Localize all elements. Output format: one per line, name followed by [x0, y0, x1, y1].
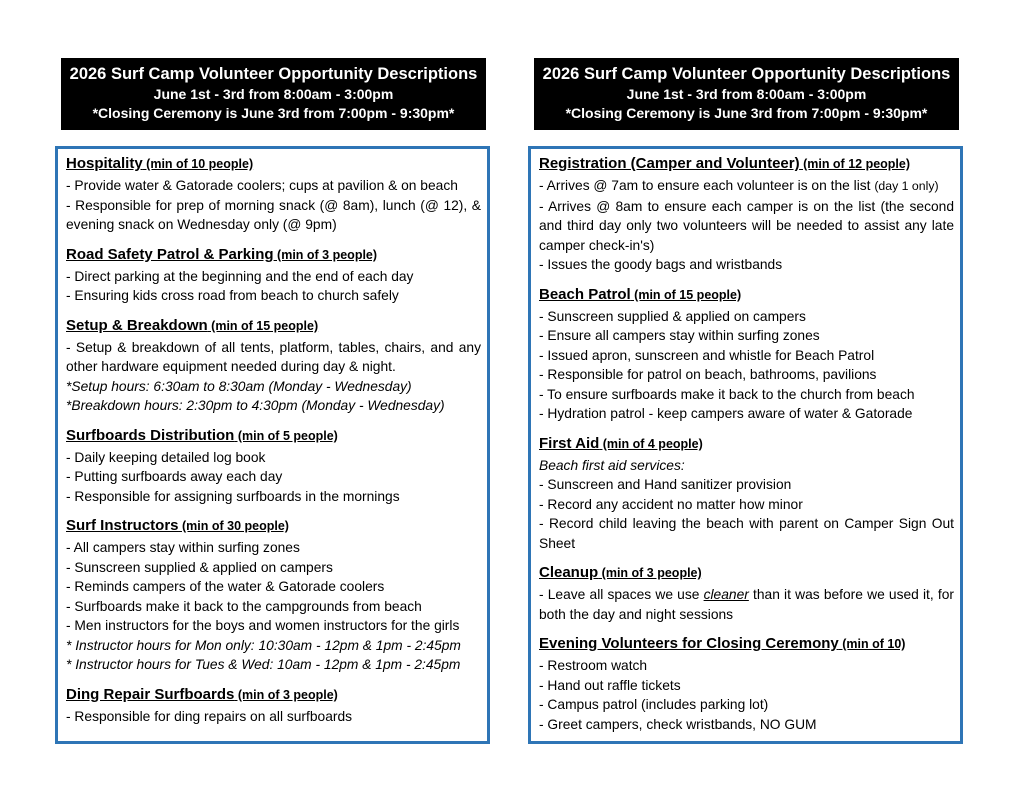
section-min-count: (min of 10 people)	[142, 157, 254, 171]
section-min-count: (min of 10)	[838, 637, 906, 651]
list-item	[66, 707, 481, 727]
list-item-text: - Ensure all campers stay within surfing zones	[539, 328, 820, 343]
list-item	[539, 676, 954, 696]
list-item-text: - To ensure surfboards make it back to the church from beach	[539, 386, 915, 402]
list-item-text: - Sunscreen supplied & applied on campers	[539, 308, 806, 324]
list-item	[66, 467, 481, 487]
list-item-text: * Instructor hours for Tues & Wed: 10am - 12pm & 1pm - 2:45pm	[66, 657, 461, 672]
list-item-text: - Setup & breakdown of all tents, platform, tables, chairs, and any other hardware equipment needed during day & night.	[66, 339, 481, 374]
list-item	[66, 636, 481, 656]
list-item-text: - Surfboards make it back to the campgrounds from beach	[66, 598, 422, 614]
list-item-text: - Hand out raffle tickets	[539, 677, 681, 693]
list-item-text: - Issues the goody bags and wristbands	[539, 257, 783, 272]
section-heading	[66, 246, 481, 264]
section-title: Surf Instructors	[66, 517, 179, 534]
list-item	[539, 307, 954, 327]
section-min-count: (min of 3 people)	[598, 566, 702, 580]
list-item-text: - Provide water & Gatorade coolers; cups at pavilion & on beach	[66, 178, 458, 193]
list-item	[539, 656, 954, 676]
list-item-text: - Hydration patrol - keep campers aware of water & Gatorade	[539, 406, 913, 421]
left-header-banner	[61, 58, 486, 130]
list-item	[66, 448, 481, 468]
right-column	[528, 58, 963, 744]
section-title: Ding Repair Surfboards	[66, 685, 235, 703]
section-min-count: (min of 15 people)	[630, 287, 742, 302]
list-item	[66, 196, 481, 235]
section-min-count: (min of 15 people)	[207, 318, 319, 333]
list-item	[539, 404, 954, 424]
section-heading	[66, 427, 481, 445]
list-item-text: than it was before we used it, for both the day and night sessions	[539, 587, 954, 622]
header-ceremony: *Closing Ceremony is June 3rd from 7:00pm - 9:30pm*	[92, 105, 455, 121]
list-item	[539, 197, 954, 256]
list-item-text: * Instructor hours for Mon only: 10:30am - 12pm & 1pm - 2:45pm	[66, 637, 461, 653]
section-title: Cleanup	[539, 564, 599, 581]
list-item-text: - All campers stay within surfing zones	[66, 540, 300, 555]
list-item-text: - Arrives @ 7am to ensure each volunteer is on the list	[539, 178, 875, 193]
list-item-text: - Putting surfboards away each day	[66, 469, 283, 484]
list-item	[66, 597, 481, 617]
list-item	[66, 558, 481, 578]
section-heading	[66, 686, 481, 704]
list-item-text: - Record child leaving the beach with parent on Camper Sign Out Sheet	[539, 516, 954, 551]
list-item	[66, 176, 481, 196]
list-item-text: - Restroom watch	[539, 658, 648, 673]
list-item	[66, 616, 481, 636]
list-item	[539, 585, 954, 624]
section-heading	[539, 286, 954, 304]
header-dates: June 1st - 3rd from 8:00am - 3:00pm	[626, 86, 867, 102]
section-title: Surfboards Distribution	[66, 426, 235, 444]
list-item-text: - Direct parking at the beginning and the end of each day	[66, 268, 414, 284]
list-item	[539, 385, 954, 405]
list-item-text: - Daily keeping detailed log book	[66, 449, 266, 465]
section-heading	[66, 317, 481, 335]
header-title: 2026 Surf Camp Volunteer Opportunity Descriptions	[542, 65, 951, 83]
list-item	[539, 514, 954, 553]
list-item	[539, 255, 954, 275]
list-item-text: - Leave all spaces we use	[539, 587, 704, 602]
list-item-text: - Campus patrol (includes parking lot)	[539, 697, 769, 712]
header-title: 2026 Surf Camp Volunteer Opportunity Descriptions	[69, 65, 478, 83]
list-item-text: - Men instructors for the boys and women instructors for the girls	[66, 618, 460, 633]
list-item-text: - Sunscreen supplied & applied on campers	[66, 559, 333, 575]
list-item	[66, 338, 481, 377]
list-item-text: *Breakdown hours: 2:30pm to 4:30pm (Monday - Wednesday)	[66, 398, 445, 413]
left-content-box	[55, 146, 490, 744]
list-item	[539, 456, 954, 476]
list-item	[539, 495, 954, 515]
list-item	[66, 538, 481, 558]
list-item	[539, 176, 954, 197]
list-item	[539, 365, 954, 385]
list-item-text: (day 1 only)	[874, 179, 939, 193]
section-heading	[66, 155, 481, 173]
section-heading	[539, 435, 954, 453]
list-item-text: - Arrives @ 8am to ensure each camper is on the list (the second and third day only two volunteers will be needed to assist any late camper check-in's)	[539, 198, 954, 253]
section-min-count: (min of 12 people)	[799, 157, 911, 171]
section-title: Hospitality	[66, 155, 143, 172]
header-dates: June 1st - 3rd from 8:00am - 3:00pm	[153, 86, 394, 102]
list-item-text: - Sunscreen and Hand sanitizer provision	[539, 477, 792, 492]
list-item	[539, 695, 954, 715]
list-item	[539, 475, 954, 495]
right-content-box	[528, 146, 963, 744]
section-heading	[539, 564, 954, 582]
list-item-text: - Issued apron, sunscreen and whistle for Beach Patrol	[539, 347, 875, 363]
list-item	[66, 396, 481, 416]
section-heading	[539, 635, 954, 653]
list-item	[66, 577, 481, 597]
list-item-text: - Ensuring kids cross road from beach to church safely	[66, 288, 399, 303]
list-item-text: - Responsible for prep of morning snack (@ 8am), lunch (@ 12), & evening snack on Wednesday only (@ 9pm)	[66, 197, 481, 232]
section-title: Evening Volunteers for Closing Ceremony	[539, 635, 839, 652]
list-item-text: *Setup hours: 6:30am to 8:30am (Monday - Wednesday)	[66, 378, 412, 394]
section-title: First Aid	[539, 434, 600, 452]
list-item-text: cleaner	[703, 587, 749, 602]
section-min-count: (min of 3 people)	[234, 687, 338, 702]
list-item	[66, 487, 481, 507]
left-column	[55, 58, 490, 744]
list-item-text: - Record any accident no matter how minor	[539, 496, 803, 512]
section-min-count: (min of 4 people)	[599, 436, 703, 451]
section-title: Beach Patrol	[539, 285, 631, 303]
section-title: Registration (Camper and Volunteer)	[539, 155, 800, 172]
section-title: Road Safety Patrol & Parking	[66, 245, 274, 263]
list-item	[66, 655, 481, 675]
section-min-count: (min of 3 people)	[273, 247, 378, 262]
section-title: Setup & Breakdown	[66, 316, 208, 334]
list-item	[66, 267, 481, 287]
section-min-count: (min of 30 people)	[178, 519, 289, 533]
section-heading	[539, 155, 954, 173]
list-item	[66, 377, 481, 397]
list-item	[539, 326, 954, 346]
section-min-count: (min of 5 people)	[234, 428, 338, 443]
list-item-text: - Greet campers, check wristbands, NO GUM	[539, 716, 817, 732]
list-item	[539, 715, 954, 735]
header-ceremony: *Closing Ceremony is June 3rd from 7:00pm - 9:30pm*	[565, 105, 928, 121]
list-item	[66, 286, 481, 306]
list-item-text: - Reminds campers of the water & Gatorade coolers	[66, 579, 385, 594]
list-item-text: Beach first aid services:	[539, 457, 685, 473]
list-item-text: - Responsible for ding repairs on all surfboards	[66, 708, 353, 724]
right-header-banner	[534, 58, 959, 130]
list-item-text: - Responsible for assigning surfboards in the mornings	[66, 488, 400, 504]
section-heading	[66, 517, 481, 535]
list-item-text: - Responsible for patrol on beach, bathrooms, pavilions	[539, 367, 877, 382]
list-item	[539, 346, 954, 366]
